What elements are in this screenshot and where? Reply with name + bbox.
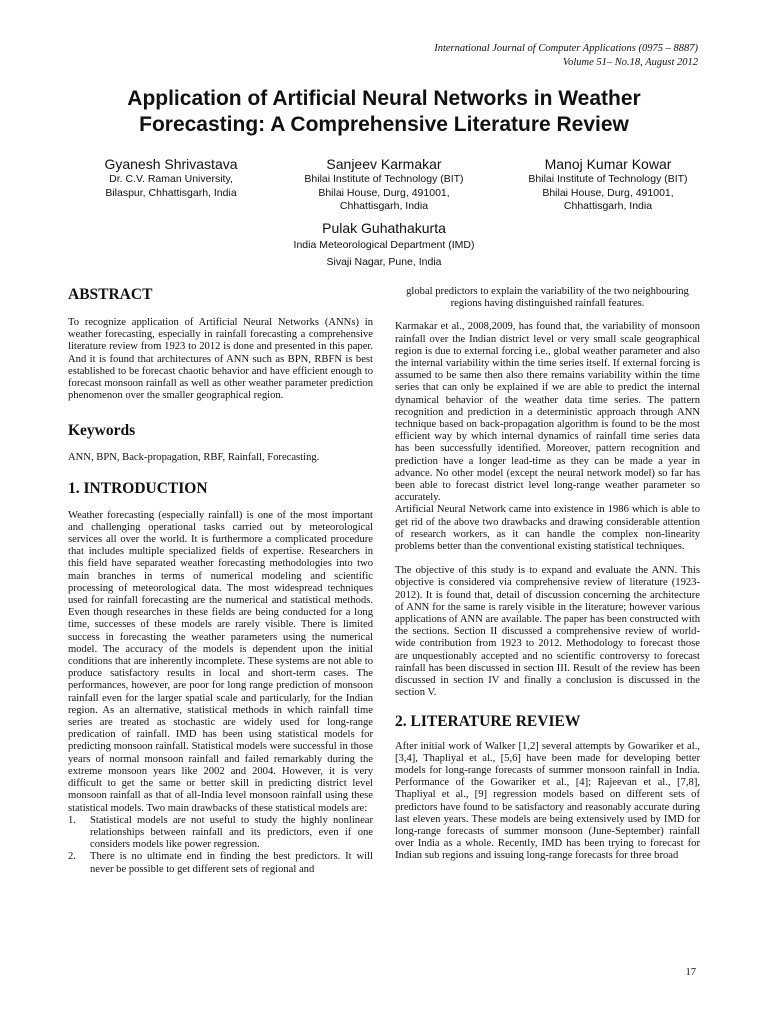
left-column [68,286,373,876]
abstract-heading: ABSTRACT [68,286,153,303]
author-affiliation: Bilaspur, Chhattisgarh, India [105,186,237,199]
introduction-paragraph: Karmakar et al., 2008,2009, has found that, the variability of monsoon rainfall over the Indian district level or very small scale geographical region is due to external forcing i.e., global weather parameter and also the internal variability within the time series itself. If external forcing is assumed to be same then also there remains variability within the time series that can only be explained if we are able to predict the internal dynamical behavior of the weather data time series. The pattern recognition and prediction in a deterministic approach through ANN technique based on back-propagation algorithm is found to be the most efficient way by which internal dynamics of rainfall time series data has been successfully identified. Moreover, pattern recognition and prediction have a longer lead-time as they can be made a year in advance. No other model (except the neural network model) so far has been able to forecast district level long-range weather parameter so accurately. [395,321,700,504]
author-name: Sanjeev Karmakar [326,156,442,172]
list-continuation: global predictors to explain the variability of the two neighbouring regions having distinguished rainfall features. [406,286,689,310]
journal-header [434,42,698,70]
list-text: Statistical models are not useful to study the highly nonlinear relationships between rainfall and its predictors, even if one considers models like power regression. [90,814,373,851]
keywords-heading: Keywords [68,422,136,440]
literature-review-heading: 2. LITERATURE REVIEW [395,712,581,730]
right-column [395,286,700,863]
author-block [56,155,286,200]
author-affiliation: India Meteorological Department (IMD) [293,239,475,251]
keywords-text: ANN, BPN, Back-propagation, RBF, Rainfall, Forecasting. [68,452,320,464]
drawbacks-list [68,815,373,876]
list-number: 1. [68,814,76,826]
author-name: Gyanesh Shrivastava [104,156,238,172]
author-affiliation: Bhilai Institute of Technology (BIT) [304,173,464,185]
list-text: There is no ultimate end in finding the best predictors. It will never be possible to get different sets of regional and [90,851,373,875]
author-block [270,219,498,271]
author-affiliation: Chhattisgarh, India [339,200,429,212]
title-line-1: Application of Artificial Neural Networks in Weather [127,87,641,110]
author-affiliation: Bhilai House, Durg, 491001, [542,186,674,199]
introduction-paragraph: The objective of this study is to expand and evaluate the ANN. This objective is considered via comprehensive review of literature (1923-2012). It is found that, detail of discussion concerning the architecture of ANN for the same is rarely visible in the literature; however various applications of ANN are available. The paper has been constructed with the sections. Section II discussed a comprehensive review of world-wide contribution from 1923 to 2012. Methodology to forecast those are unquestionably accepted and no scientific controversy to forecast rainfall has been discussed in section III. Result of the review has been discussed in section IV and finally a conclusion is discussed in the section V. [395,565,700,699]
author-affiliation: Bhilai Institute of Technology (BIT) [528,173,688,185]
paper-title [40,86,728,138]
author-affiliation: Dr. C.V. Raman University, [109,173,233,185]
author-block [270,155,498,214]
title-line-2: Forecasting: A Comprehensive Literature Review [139,113,629,136]
abstract-text: To recognize application of Artificial Neural Networks (ANNs) in weather forecasting, especially in rainfall forecasting a comprehensive literature review from 1923 to 2012 is done and presented in this paper. And it is found that architectures of ANN such as BPN, RBFN is best established to be forecast chaotic behavior and have efficient enough to forecast monsoon rainfall as well as other weather parameter prediction phenomenon over the smaller geographical region. [68,317,373,402]
list-item [68,815,373,852]
page-number: 17 [685,967,696,978]
journal-volume: Volume 51– No.18, August 2012 [562,57,698,68]
literature-paragraph: After initial work of Walker [1,2] several attempts by Gowariker et al., [3,4], Thapliyal et al., [5,6] have been made for developing better models for long-range forecasts of summer monsoon rainfall in India. Performance of the Gowariker et al., [4]; Rajeevan et al., [7,8], Thapliyal et al., [9] regression models based on different sets of predictors have found to be satisfactory and reasonably accurate during last eleven years. These models are being extensively used by IMD for long-range forecasts of summer monsoon (June-September) rainfall over India as a whole. Recently, IMD has been trying to forecast for Indian sub regions and issuing long-range forecasts for three broad [395,740,700,862]
author-affiliation: Chhattisgarh, India [563,200,653,212]
author-affiliation: Bhilai House, Durg, 491001, [318,186,450,199]
author-name: Pulak Guhathakurta [322,220,446,236]
journal-name: International Journal of Computer Applications (0975 – 8887) [434,43,698,54]
author-block [492,155,724,214]
introduction-paragraph: Artificial Neural Network came into existence in 1986 which is able to get rid of the above two drawbacks and drawing considerable attention of research workers, as it can handle the complex non-linearity problems better than the conventional existing statistical techniques. [395,504,700,553]
introduction-paragraph: Weather forecasting (especially rainfall) is one of the most important and challenging operational tasks carried out by meteorological services all over the world. It is furthermore a complicated procedure that includes multiple specialized fields of expertise. Researchers in this field have separated weather forecasting methodologies into two main branches in terms of numerical modeling and scientific processing of meteorological data. The most widespread techniques used for rainfall forecasting are the numerical and statistical methods. Even though researches in these fields are being conducted for a long time, successes of these models are rarely visible. There is limited success in forecasting the weather parameters using the numerical model. The accuracy of the models is dependent upon the initial conditions that are inherently incomplete. These systems are not able to produce satisfactory results in local and short-term cases. The performances, however, are poor for long range prediction of monsoon rainfall even for the larger spatial scale and particularly, for the Indian region. As an alternative, statistical methods in which rainfall time series are treated as stochastic are widely used for long-range predication of rainfall. IMD has been using statistical models for predicting monsoon rainfall. Statistical models were successful in those years of normal monsoon rainfall and failed remarkably during the extreme monsoon years like 2002 and 2004. However, it is very difficult to get the same or better skill in predicting district level monsoon rainfall as that of all-India level monsoon rainfall using these statistical models. Two main drawbacks of these statistical models are: [68,509,373,814]
introduction-heading: 1. INTRODUCTION [68,479,208,497]
list-item [68,851,373,875]
author-affiliation: Sivaji Nagar, Pune, India [326,256,442,268]
list-number: 2. [68,851,76,863]
author-name: Manoj Kumar Kowar [544,156,672,172]
